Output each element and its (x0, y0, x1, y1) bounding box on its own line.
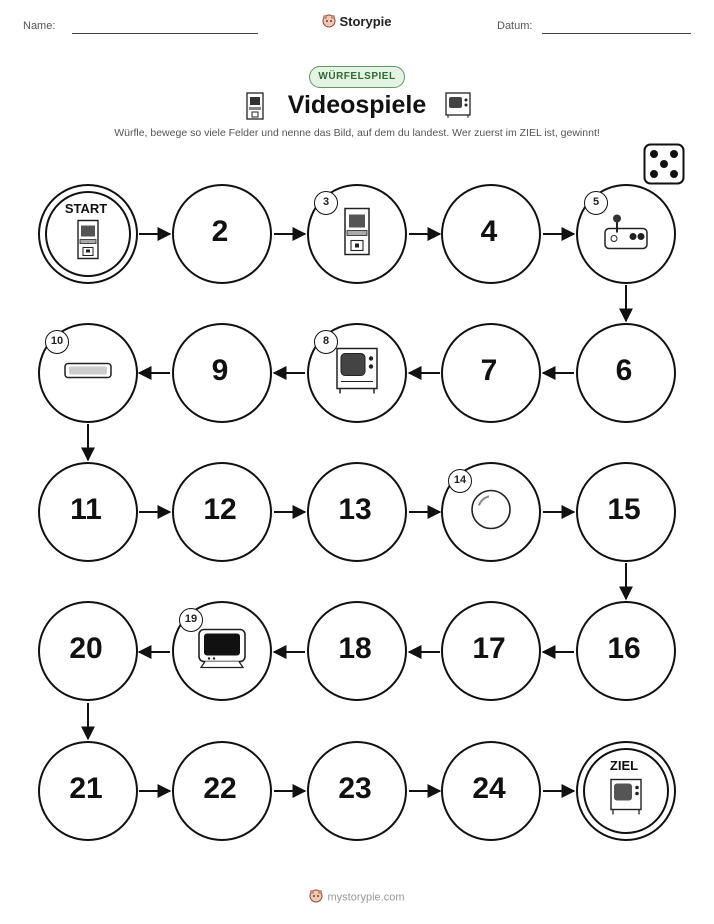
start-field[interactable] (38, 184, 138, 284)
goal-label: ZIEL (609, 758, 639, 773)
field-number: 9 (211, 354, 229, 387)
field-15[interactable] (576, 462, 676, 562)
field-number: 17 (472, 632, 506, 665)
page-title: Videospiele (287, 91, 427, 119)
name-label: Name: (23, 20, 56, 32)
retro-tv-icon (445, 92, 471, 123)
field-20[interactable] (38, 601, 138, 701)
field-2[interactable] (172, 184, 272, 284)
field-21[interactable] (38, 741, 138, 841)
start-label: START (64, 201, 108, 216)
instructions: Würfle, bewege so viele Felder und nenne das Bild, auf dem du landest. Wer zuerst im ZIEL ist, gewinnt! (114, 127, 600, 139)
field-18[interactable] (307, 601, 407, 701)
name-line[interactable] (72, 33, 258, 34)
field-10-tag: 10 (45, 330, 69, 354)
storypie-logo-icon (322, 14, 336, 31)
field-23[interactable] (307, 741, 407, 841)
goal-field[interactable] (576, 741, 676, 841)
field-number: 13 (338, 493, 372, 526)
footer-url[interactable]: mystorypie.com (327, 891, 405, 904)
cartridge-icon (64, 363, 112, 384)
field-17[interactable] (441, 601, 541, 701)
field-number: 15 (607, 493, 641, 526)
field-number: 4 (480, 215, 498, 248)
date-label: Datum: (497, 20, 533, 32)
die-icon (643, 143, 685, 190)
field-3-tag: 3 (314, 191, 338, 215)
field-12[interactable] (172, 462, 272, 562)
field-number: 20 (69, 632, 103, 665)
field-number: 22 (203, 772, 237, 805)
field-14-tag: 14 (448, 469, 472, 493)
field-6[interactable] (576, 323, 676, 423)
field-16[interactable] (576, 601, 676, 701)
brand (0, 14, 714, 31)
field-4[interactable] (441, 184, 541, 284)
field-number: 21 (69, 772, 103, 805)
field-number: 7 (480, 354, 498, 387)
field-24[interactable] (441, 741, 541, 841)
brand-name: Storypie (339, 14, 392, 29)
field-number: 6 (615, 354, 633, 387)
crt-monitor-icon (197, 628, 247, 675)
field-8-tag: 8 (314, 330, 338, 354)
field-9[interactable] (172, 323, 272, 423)
field-13[interactable] (307, 462, 407, 562)
game-type-badge: WÜRFELSPIEL (309, 66, 405, 88)
arcade-cabinet-icon (342, 207, 372, 262)
retro-tv-icon (334, 347, 380, 400)
field-number: 24 (472, 772, 506, 805)
field-number: 11 (70, 493, 102, 526)
retro-tv-icon (609, 777, 643, 820)
field-7[interactable] (441, 323, 541, 423)
field-number: 18 (338, 632, 372, 665)
date-line[interactable] (542, 33, 691, 34)
field-number: 23 (338, 772, 372, 805)
joystick-icon (603, 213, 649, 256)
field-11[interactable] (38, 462, 138, 562)
field-19-tag: 19 (179, 608, 203, 632)
field-number: 12 (203, 493, 237, 526)
field-number: 16 (607, 632, 641, 665)
crystal-ball-icon (469, 488, 513, 537)
field-22[interactable] (172, 741, 272, 841)
storypie-logo-icon (309, 889, 323, 906)
field-number: 2 (211, 215, 229, 248)
field-5-tag: 5 (584, 191, 608, 215)
arcade-cabinet-icon (75, 218, 101, 265)
footer (0, 889, 714, 906)
